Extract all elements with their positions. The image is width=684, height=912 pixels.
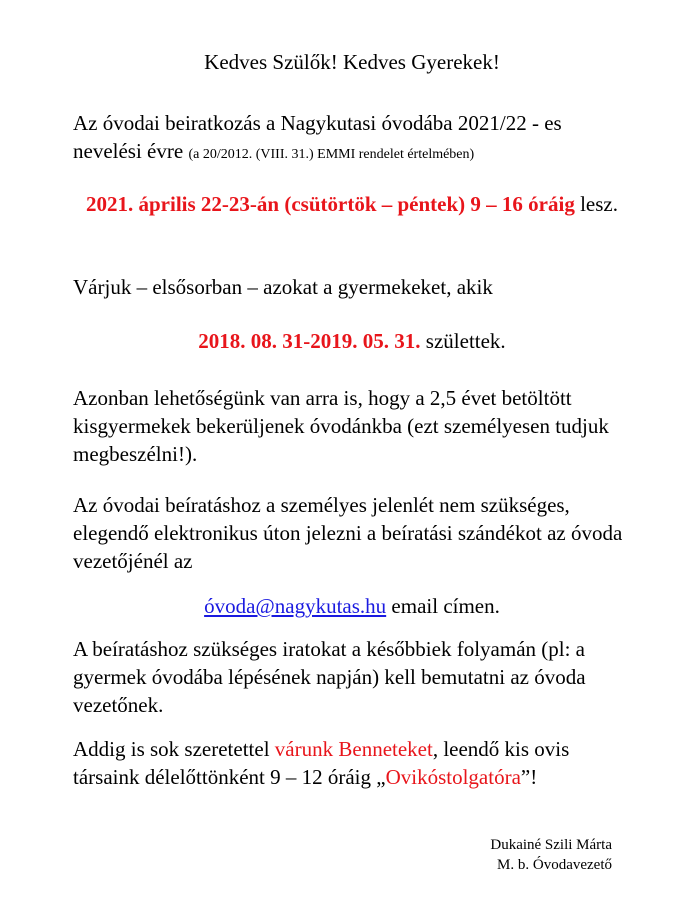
invitation-text-b: , leendő kis ovis társaink délelőttönként 9 – 12 óráig „ — [73, 737, 570, 789]
greeting-heading: Kedves Szülők! Kedves Gyerekek! — [204, 50, 500, 74]
invitation-highlight-ovikostolgato: Ovikóstolgatóra — [385, 765, 521, 789]
invitation-text-a: Addig is sok szeretettel — [73, 737, 275, 761]
enrollment-date-line — [60, 190, 644, 218]
invitation-paragraph — [73, 735, 633, 791]
intro-text: Az óvodai beiratkozás a Nagykutasi óvodába 2021/22 - es nevelési évre — [73, 111, 562, 163]
legal-note: (a 20/2012. (VIII. 31.) EMMI rendelet értelmében) — [188, 147, 475, 162]
electronic-registration-paragraph: Az óvodai beíratáshoz a személyes jelenlét nem szükséges, elegendő elektronikus úton jelezni a beíratási szándékot az óvoda vezetőjénél az — [73, 493, 623, 573]
invitation-highlight-welcome: várunk Benneteket — [274, 737, 433, 761]
birth-range-line — [60, 327, 644, 355]
enrollment-date-tail: lesz. — [574, 192, 618, 216]
documents-paragraph: A beíratáshoz szükséges iratokat a későbbiek folyamán (pl: a gyermek óvodába lépésének napján) kell bemutatni az óvoda vezetőnek. — [73, 637, 586, 717]
email-link[interactable]: óvoda@nagykutas.hu — [204, 594, 387, 618]
invitation-text-c: ”! — [520, 765, 538, 789]
enrollment-date: 2021. április 22-23-án (csütörtök – péntek) 9 – 16 óráig — [86, 192, 575, 216]
signature-title: M. b. Óvodavezető — [497, 857, 612, 873]
email-line — [60, 592, 644, 620]
younger-children-paragraph: Azonban lehetőségünk van arra is, hogy a 2,5 évet betöltött kisgyermekek bekerüljenek óvodánkba (ezt személyesen tudjuk megbeszélni!). — [73, 386, 609, 466]
intro-paragraph — [73, 109, 633, 169]
signature-name: Dukainé Szili Márta — [490, 837, 612, 853]
waiting-paragraph: Várjuk – elsősorban – azokat a gyermekeket, akik — [73, 275, 493, 299]
birth-range: 2018. 08. 31-2019. 05. 31. — [198, 329, 421, 353]
email-tail: email címen. — [386, 594, 500, 618]
birth-range-tail: születtek. — [420, 329, 506, 353]
